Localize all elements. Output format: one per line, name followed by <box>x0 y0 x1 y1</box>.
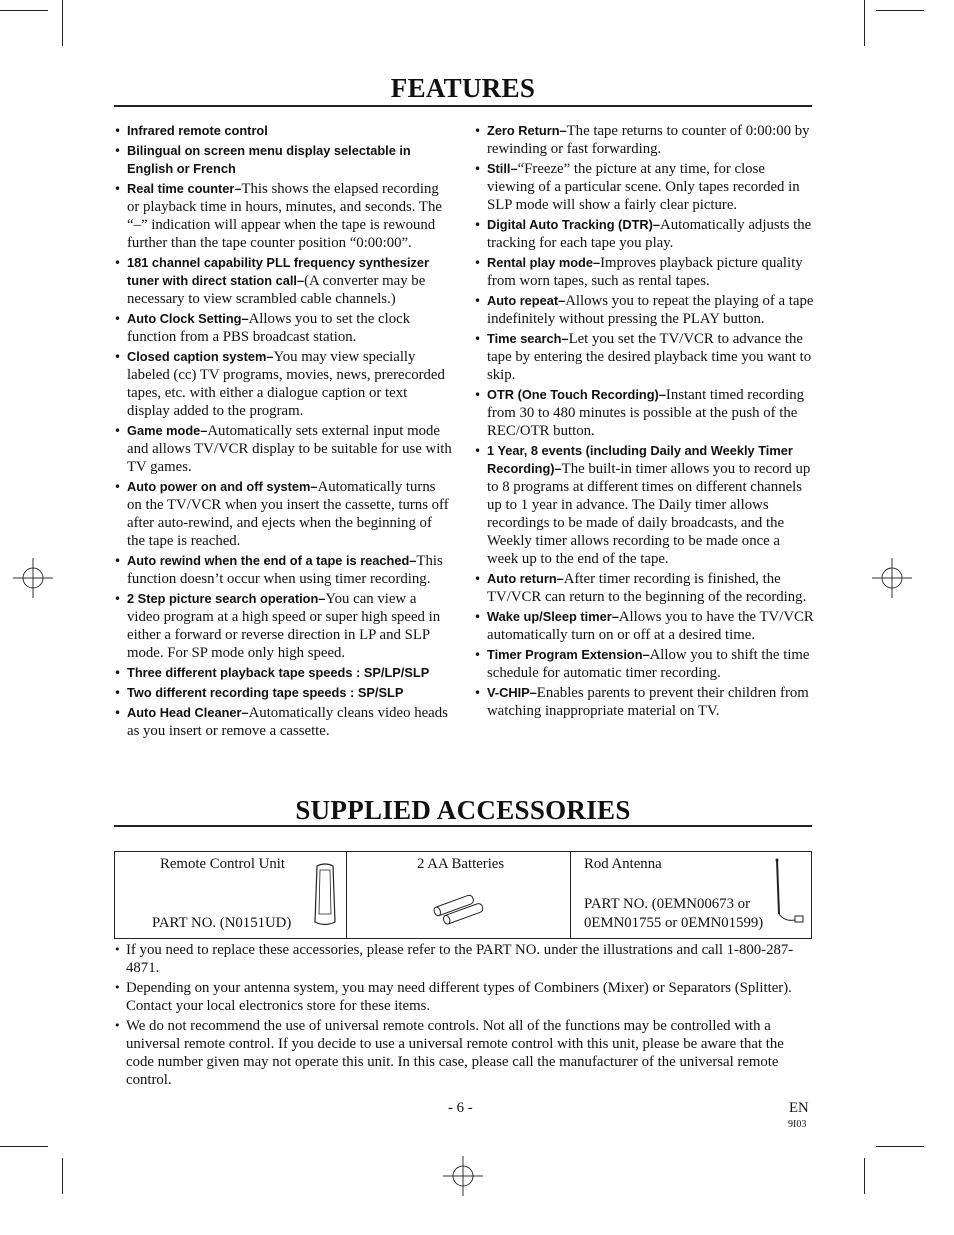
feature-term: 181 channel capability PLL frequency synthesizer tuner with direct station call– <box>127 255 430 288</box>
accessories-rule <box>114 825 812 827</box>
feature-term: Timer Program Extension– <box>487 647 650 662</box>
crop-mark <box>864 1158 865 1194</box>
feature-term: Auto repeat– <box>487 293 566 308</box>
feature-term: Rental play mode– <box>487 255 601 270</box>
feature-description: Let you set the TV/VCR to advance the tape by entering the desired playback time you want to skip. <box>487 331 812 383</box>
remote-control-icon <box>312 862 338 928</box>
feature-term: Bilingual on screen menu display selectable in English or French <box>127 143 411 176</box>
feature-description: “Freeze” the picture at any time, for close viewing of a particular scene. Only tapes recorded in SLP mode will show a fairly clear picture. <box>487 161 800 213</box>
feature-description: You can view a video program at a high speed or super high speed in either a forward or reverse direction in LP and SLP mode. For SP mode only high speed. <box>127 591 441 661</box>
page-number: - 6 - <box>448 1100 473 1116</box>
feature-description: Automatically turns on the TV/VCR when you insert the cassette, turns off after auto-rewind, and ejects when the beginning of the tape is reached. <box>127 479 449 549</box>
feature-item <box>474 646 814 682</box>
accessory-remote-name: Remote Control Unit <box>160 856 285 872</box>
feature-description: Automatically adjusts the tracking for each tape you play. <box>487 217 812 251</box>
note-item: • Depending on your antenna system, you may need different types of Combiners (Mixer) or Separators (Splitter). Contact your local electronics store for these items. <box>114 979 812 1015</box>
feature-term: 1 Year, 8 events (including Daily and Weekly Timer Recording)– <box>487 443 793 476</box>
feature-description: Automatically sets external input mode and allows TV/VCR display to be suitable for use with TV games. <box>127 423 452 475</box>
feature-description: Allow you to shift the time schedule for automatic timer recording. <box>487 647 810 681</box>
feature-item <box>474 386 814 440</box>
note-item: • If you need to replace these accessories, please refer to the PART NO. under the illustrations and call 1-800-287-4871. <box>114 941 812 977</box>
accessory-batteries-cell <box>346 852 570 938</box>
crop-mark <box>864 0 865 46</box>
crop-mark <box>0 10 48 11</box>
features-right-column <box>474 122 814 722</box>
feature-item <box>114 590 452 662</box>
feature-term: Zero Return– <box>487 123 567 138</box>
features-right-list <box>474 122 814 720</box>
accessory-remote-part: PART NO. (N0151UD) <box>152 915 292 931</box>
feature-item <box>474 292 814 328</box>
feature-item <box>114 348 452 420</box>
feature-item <box>474 608 814 644</box>
feature-term: Digital Auto Tracking (DTR)– <box>487 217 661 232</box>
crop-mark <box>876 1146 924 1147</box>
feature-term: Auto Clock Setting– <box>127 311 249 326</box>
crop-mark <box>876 10 924 11</box>
feature-item <box>474 216 814 252</box>
feature-term: V-CHIP– <box>487 685 537 700</box>
feature-item <box>474 254 814 290</box>
feature-item <box>474 330 814 384</box>
accessory-antenna-part-line1: PART NO. (0EMN00673 or <box>584 896 751 912</box>
feature-term: Auto return– <box>487 571 564 586</box>
features-left-column <box>114 122 452 742</box>
features-rule <box>114 105 812 107</box>
feature-description: Allows you to repeat the playing of a tape indefinitely without pressing the PLAY button. <box>487 293 814 327</box>
feature-item <box>114 142 452 178</box>
feature-description: Automatically cleans video heads as you insert or remove a cassette. <box>127 705 448 739</box>
feature-term: Time search– <box>487 331 569 346</box>
feature-description: Enables parents to prevent their children from watching inappropriate material on TV. <box>487 685 809 719</box>
feature-term: Infrared remote control <box>127 123 268 138</box>
feature-description: You may view specially labeled (cc) TV programs, movies, news, prerecorded tapes, etc. with either a dialogue caption or text display added to the program. <box>127 349 445 419</box>
feature-term: Auto Head Cleaner– <box>127 705 249 720</box>
feature-description: The tape returns to counter of 0:00:00 by rewinding or fast forwarding. <box>487 123 810 157</box>
feature-description: The built-in timer allows you to record up to 8 programs at different times on different channels up to 1 year in advance. The Daily timer allows recordings to be made of daily broadcasts, and the Weekly timer allows recording to be made once a week up to the end of the tape. <box>487 461 811 567</box>
registration-mark-right-icon <box>872 558 912 598</box>
feature-description: This shows the elapsed recording or playback time in hours, minutes, and seconds. The “–” indication will appear when the tape is rewound further than the tape counter position “0:00:00”. <box>127 181 442 251</box>
feature-item <box>114 552 452 588</box>
feature-term: Game mode– <box>127 423 208 438</box>
feature-term: Still– <box>487 161 518 176</box>
feature-term: 2 Step picture search operation– <box>127 591 326 606</box>
feature-item <box>474 122 814 158</box>
feature-item <box>114 664 452 682</box>
features-title: FEATURES <box>390 73 536 103</box>
batteries-icon <box>430 892 496 926</box>
crop-mark <box>0 1146 48 1147</box>
feature-item <box>114 684 452 702</box>
feature-description: Improves playback picture quality from worn tapes, such as rental tapes. <box>487 255 803 289</box>
feature-item <box>114 254 452 308</box>
feature-description: After timer recording is finished, the TV/VCR can return to the beginning of the recording. <box>487 571 807 605</box>
crop-mark <box>62 1158 63 1194</box>
feature-description: Instant timed recording from 30 to 480 minutes is possible at the push of the REC/OTR button. <box>487 387 804 439</box>
feature-description: Allows you to set the clock function from a PBS broadcast station. <box>127 311 411 345</box>
feature-item <box>114 478 452 550</box>
feature-item <box>474 684 814 720</box>
accessory-remote-cell <box>115 852 345 938</box>
feature-term: Closed caption system– <box>127 349 274 364</box>
feature-item <box>474 160 814 214</box>
feature-term: Auto rewind when the end of a tape is reached– <box>127 553 417 568</box>
feature-item <box>474 570 814 606</box>
feature-term: Auto power on and off system– <box>127 479 318 494</box>
accessory-batteries-name: 2 AA Batteries <box>417 856 505 872</box>
notes-list <box>114 941 812 1089</box>
feature-item <box>114 704 452 740</box>
rod-antenna-icon <box>767 858 809 934</box>
registration-mark-bottom-icon <box>443 1156 483 1196</box>
feature-term: Real time counter– <box>127 181 242 196</box>
feature-term: Wake up/Sleep timer– <box>487 609 619 624</box>
registration-mark-left-icon <box>13 558 53 598</box>
accessories-table <box>114 851 812 939</box>
feature-item <box>114 180 452 252</box>
feature-term: Three different playback tape speeds : SP/LP/SLP <box>127 665 430 680</box>
feature-item <box>114 310 452 346</box>
feature-item <box>474 442 814 568</box>
document-code: 9I03 <box>788 1119 807 1130</box>
feature-term: OTR (One Touch Recording)– <box>487 387 666 402</box>
accessory-antenna-part-line2: 0EMN01755 or 0EMN01599) <box>584 915 764 931</box>
crop-mark <box>62 0 63 46</box>
accessory-antenna-name: Rod Antenna <box>584 856 662 872</box>
note-item: • We do not recommend the use of universal remote controls. Not all of the functions may be controlled with a universal remote control. If you decide to use a universal remote control with this unit, please be aware that the code number given may not operate this unit. In this case, please call the manufacturer of the universal remote control. <box>114 1017 812 1089</box>
feature-item <box>114 122 452 140</box>
accessory-antenna-cell <box>570 852 812 938</box>
feature-term: Two different recording tape speeds : SP/SLP <box>127 685 404 700</box>
feature-description: Allows you to have the TV/VCR automatically turn on or off at a desired time. <box>487 609 814 643</box>
features-left-list <box>114 122 452 740</box>
feature-item <box>114 422 452 476</box>
accessories-title: SUPPLIED ACCESSORIES <box>295 795 631 825</box>
accessories-notes <box>114 941 812 1091</box>
feature-description: (A converter may be necessary to view scrambled cable channels.) <box>127 273 426 307</box>
language-code: EN <box>789 1100 809 1116</box>
feature-description: This function doesn’t occur when using timer recording. <box>127 553 443 587</box>
